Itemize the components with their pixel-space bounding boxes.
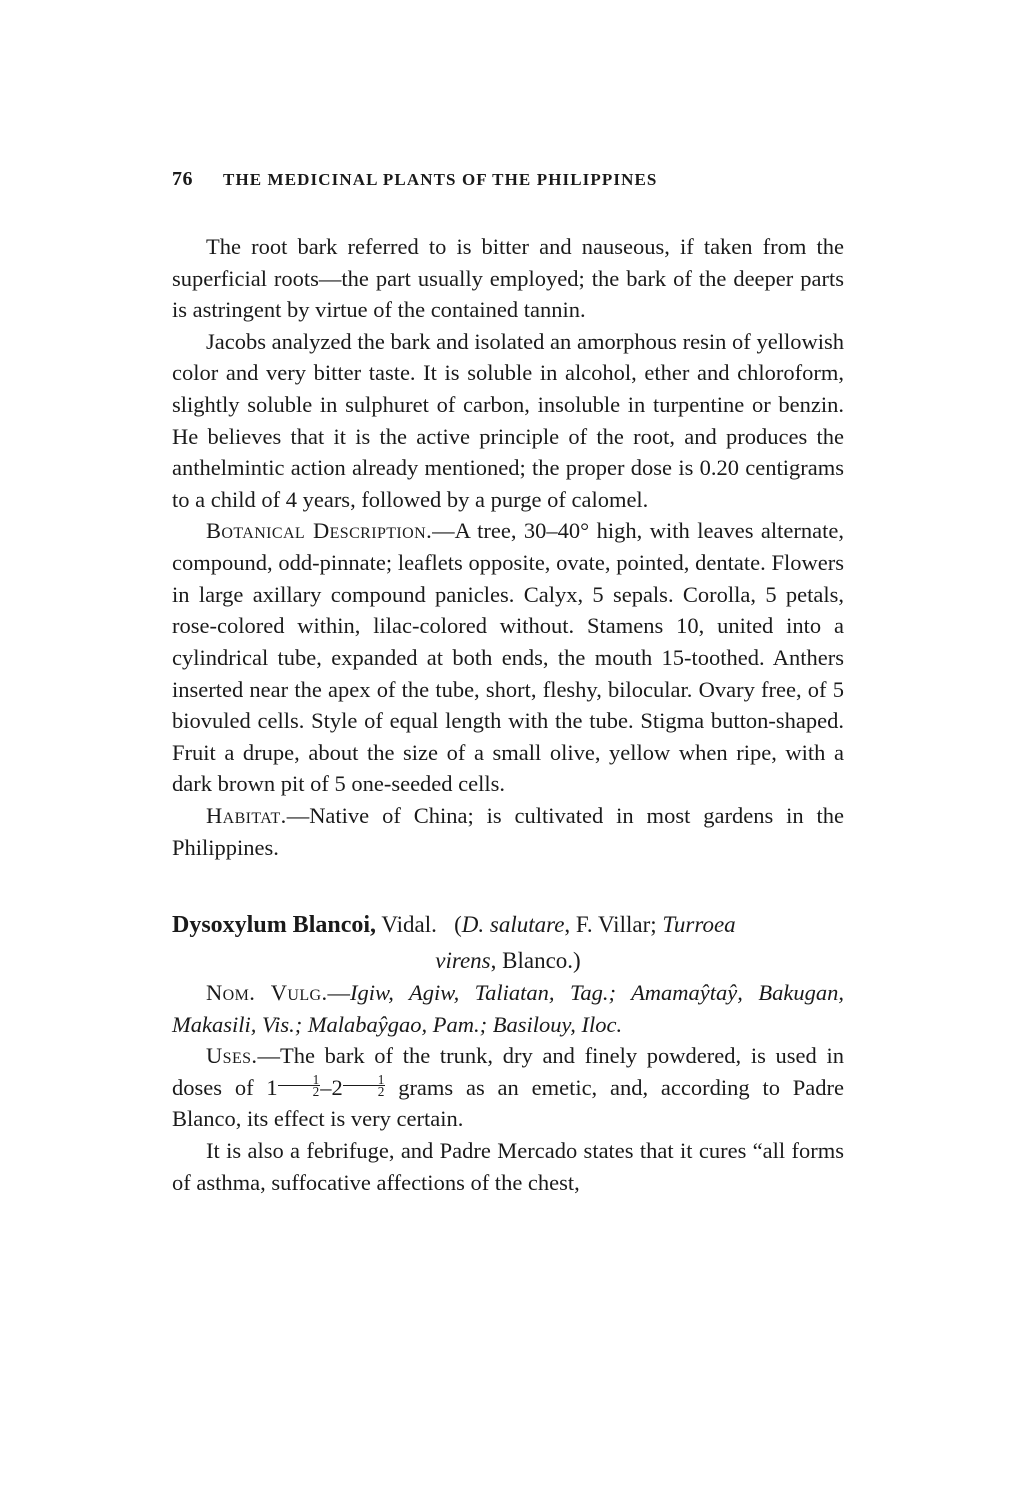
- nom-vulg-label: Nom. Vulg.: [206, 979, 328, 1005]
- synonym-two-italic-part2: virens: [435, 947, 491, 973]
- uses-label: Uses.: [206, 1043, 258, 1069]
- dose-from-whole: 1: [266, 1074, 278, 1100]
- species-name: Dysoxylum Blancoi,: [172, 912, 377, 939]
- paragraph-uses: [172, 1040, 844, 1135]
- dose-to-fraction: $\frac{1}{2}$: [343, 1075, 386, 1097]
- nom-vulg-entries: Igiw, Agiw, Taliatan, Tag.; Amamaŷtaŷ, Bakugan, Makasili, Vis.; Malabaŷgao, Pam.; Basilouy, Iloc.: [172, 979, 844, 1037]
- paragraph-habitat: [172, 800, 844, 863]
- paragraph-nom-vulg: [172, 977, 844, 1040]
- page-number: 76: [172, 168, 193, 190]
- paragraph-jacobs-analysis: Jacobs analyzed the bark and isolated an amorphous resin of yellowish color and very bitter taste. It is soluble in alcohol, ether and chloroform, slightly soluble in sulphuret of carbon, insoluble in turpentine or benzin. He believes that it is the active principle of the root, and produces the anthelmintic action already mentioned; the proper dose is 0.20 centigrams to a child of 4 years, followed by a purge of calomel.: [172, 328, 844, 512]
- page-content: [172, 168, 844, 1198]
- paragraph-root-bark: The root bark referred to is bitter and nauseous, if taken from the superficial roots—the part usually employed; the bark of the deeper parts is astringent by virtue of the contained tannin.: [172, 234, 844, 323]
- dose-range: [266, 1071, 385, 1100]
- habitat-text: Native of China; is cultivated in most gardens in the Philippines.: [172, 802, 844, 860]
- species-heading: [172, 909, 844, 977]
- synonym-two-italic-part1: Turroea: [662, 912, 736, 938]
- running-head: [172, 168, 844, 191]
- uses-text-after: grams as an emetic, and, according to Padre Blanco, its effect is very certain.: [172, 1074, 844, 1132]
- synonym-one-italic: D. salutare: [461, 912, 565, 938]
- synonym-open-paren: (: [454, 912, 462, 938]
- synonym-two-rest: , Blanco.): [490, 947, 581, 973]
- botanical-dash: —: [432, 518, 455, 544]
- running-title: THE MEDICINAL PLANTS OF THE PHILIPPINES: [223, 170, 658, 189]
- synonym-one-rest: , F. Villar;: [564, 912, 663, 938]
- dose-to-whole: 2: [331, 1074, 343, 1100]
- uses-text-before: The bark of the trunk, dry and finely powdered, is used in doses of: [172, 1043, 844, 1100]
- uses-dash: —: [257, 1043, 280, 1069]
- dose-from-fraction: $\frac{1}{2}$: [278, 1075, 321, 1097]
- botanical-text: A tree, 30–40° high, with leaves alternate, compound, odd-pinnate; leaflets opposite, ovate, pointed, dentate. Flowers in large axillary compound panicles. Calyx, 5 sepals. Corolla, 5 petals, rose-colored within, lilac-colored without. Stamens 10, united into a cylindrical tube, expanded at both ends, the mouth 15-toothed. Anthers inserted near the apex of the tube, short, fleshy, bilocular. Ovary free, of 5 biovuled cells. Style of equal length with the tube. Stigma button-shaped. Fruit a drupe, about the size of a small olive, yellow when ripe, with a dark brown pit of 5 one-seeded cells.: [172, 518, 844, 797]
- paragraph-febrifuge: It is also a febrifuge, and Padre Mercado states that it cures “all forms of asthma, suffocative affections of the chest,: [172, 1138, 844, 1195]
- habitat-dash: —: [286, 802, 310, 828]
- botanical-label: Botanical Description.: [206, 518, 433, 544]
- dose-separator: –: [320, 1074, 332, 1100]
- species-author: Vidal.: [381, 912, 437, 938]
- paragraph-botanical-description: [172, 515, 844, 799]
- nom-vulg-dash: —: [327, 979, 350, 1005]
- habitat-label: Habitat.: [206, 802, 287, 828]
